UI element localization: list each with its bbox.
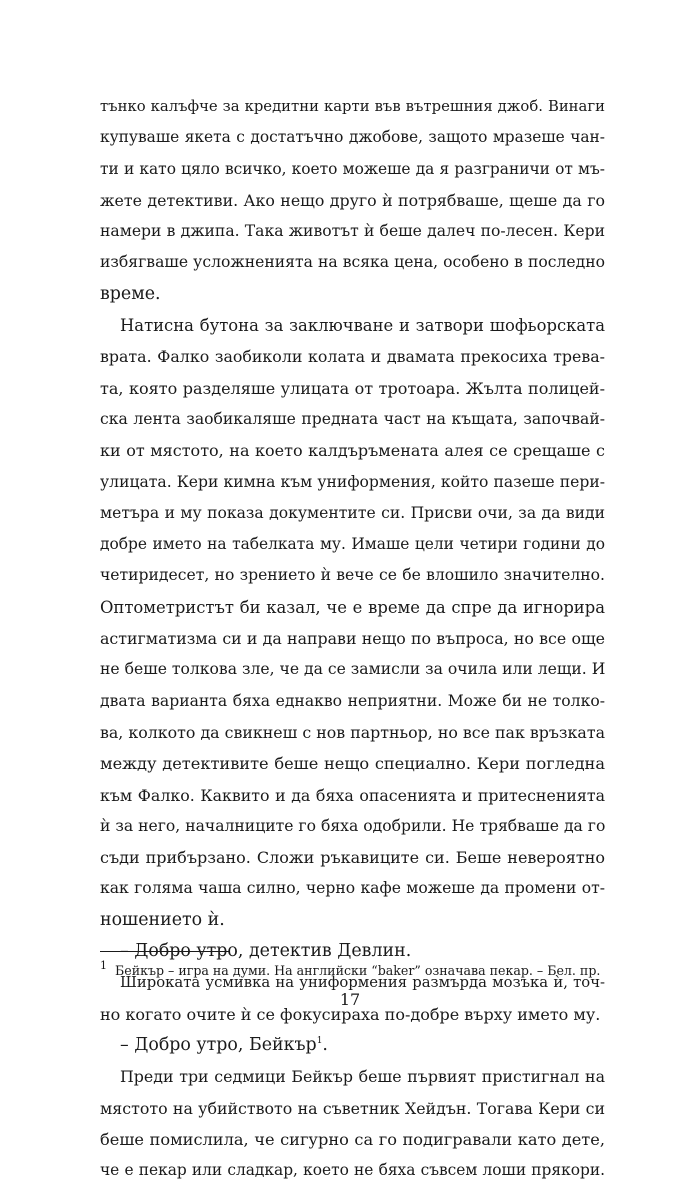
text-line: ношението ѝ. bbox=[100, 909, 225, 930]
text-line: намери в джипа. Така животът ѝ беше далеч по-лесен. Кери bbox=[100, 222, 605, 241]
page-number: 17 bbox=[339, 990, 361, 1009]
text-line: как голяма чаша силно, черно кафе можеше да промени от- bbox=[100, 879, 605, 898]
text-line: ска лента заобикаляше предната част на къщата, започвай- bbox=[100, 409, 605, 428]
text-line: добре името на табелката му. Имаше цели четири години до bbox=[100, 535, 605, 554]
footnote-marker: 1 bbox=[100, 959, 107, 972]
text-line: съди прибързано. Сложи ръкавиците си. Беше невероятно bbox=[100, 848, 605, 868]
text-line: улицата. Кери кимна към униформения, който пазеше пери- bbox=[100, 472, 605, 491]
text-line: тънко калъфче за кредитни карти във вътрешния джоб. Винаги bbox=[100, 98, 605, 115]
text-line: между детективите беше нещо специално. Кери погледна bbox=[100, 754, 605, 774]
text-line: двата варианта бяха еднакво неприятни. Може би не толко- bbox=[100, 691, 605, 710]
text-line: астигматизма си и да направи нещо по въпроса, но все още bbox=[100, 629, 605, 649]
footnote-reference-suffix: . bbox=[322, 1034, 328, 1055]
text-line: четиридесет, но зрението ѝ вече се бе влошило значително. bbox=[100, 566, 605, 585]
text-line: мястото на убийството на съветник Хейдън. Тогава Кери си bbox=[100, 1098, 605, 1118]
text-line: но когато очите ѝ се фокусираха по-добре върху името му. bbox=[100, 1004, 601, 1024]
text-line: – Добро утро, детектив Девлин. bbox=[120, 941, 412, 962]
text-line: врата. Фалко заобиколи колата и двамата прекосиха трева- bbox=[100, 347, 605, 367]
text-line: избягваше усложненията на всяка цена, особено в последно bbox=[100, 253, 605, 272]
text-line: ва, колкото да свикнеш с нов партньор, но все пак връзката bbox=[100, 722, 605, 742]
text-line: купуваше якета с достатъчно джобове, защото мразеше чан- bbox=[100, 128, 605, 147]
footnote-divider bbox=[100, 951, 230, 952]
text-line-with-footnote bbox=[100, 1030, 605, 1061]
text-line: Натисна бутона за заключване и затвори шофьорската bbox=[120, 316, 605, 336]
text-line: Преди три седмици Бейкър беше първият пристигнал на bbox=[120, 1067, 605, 1087]
body-text bbox=[100, 91, 605, 1186]
text-line: жете детективи. Ако нещо друго ѝ потрябваше, щеше да го bbox=[100, 190, 605, 210]
text-line-content: – Добро утро, Бейкър bbox=[120, 1034, 317, 1055]
footnote-reference: 1 bbox=[316, 1035, 323, 1046]
text-line: Оптометристът би казал, че е време да спре да игнорира bbox=[100, 597, 605, 617]
footnote bbox=[100, 955, 605, 982]
text-line: ѝ за него, началниците го бяха одобрили. Не трябваше да го bbox=[100, 816, 606, 835]
text-line: метъра и му показа документите си. Присви очи, за да види bbox=[100, 503, 605, 522]
text-line: ти и като цяло всичко, което можеше да я разграничи от мъ- bbox=[100, 159, 605, 178]
text-line: Широката усмивка на униформения размърда мозъка ѝ, точ- bbox=[120, 974, 605, 992]
footnote-text: Бейкър – игра на думи. На английски “baker” означава пекар. – Бел. пр. bbox=[115, 963, 601, 978]
text-line: ки от мястото, на което калдъръмената алея се срещаше с bbox=[100, 441, 605, 461]
text-line: че е пекар или сладкар, което не бяха съвсем лоши прякори. bbox=[100, 1161, 605, 1180]
text-line: към Фалко. Каквито и да бяха опасенията и притесненията bbox=[100, 785, 605, 805]
text-line: не беше толкова зле, че да се замисли за очила или лещи. И bbox=[100, 660, 606, 679]
text-line: та, която разделяше улицата от тротоара. Жълта полицей- bbox=[100, 378, 605, 398]
text-line: беше помислила, че сигурно са го подигравали като дете, bbox=[100, 1129, 605, 1149]
text-line: време. bbox=[100, 283, 161, 304]
